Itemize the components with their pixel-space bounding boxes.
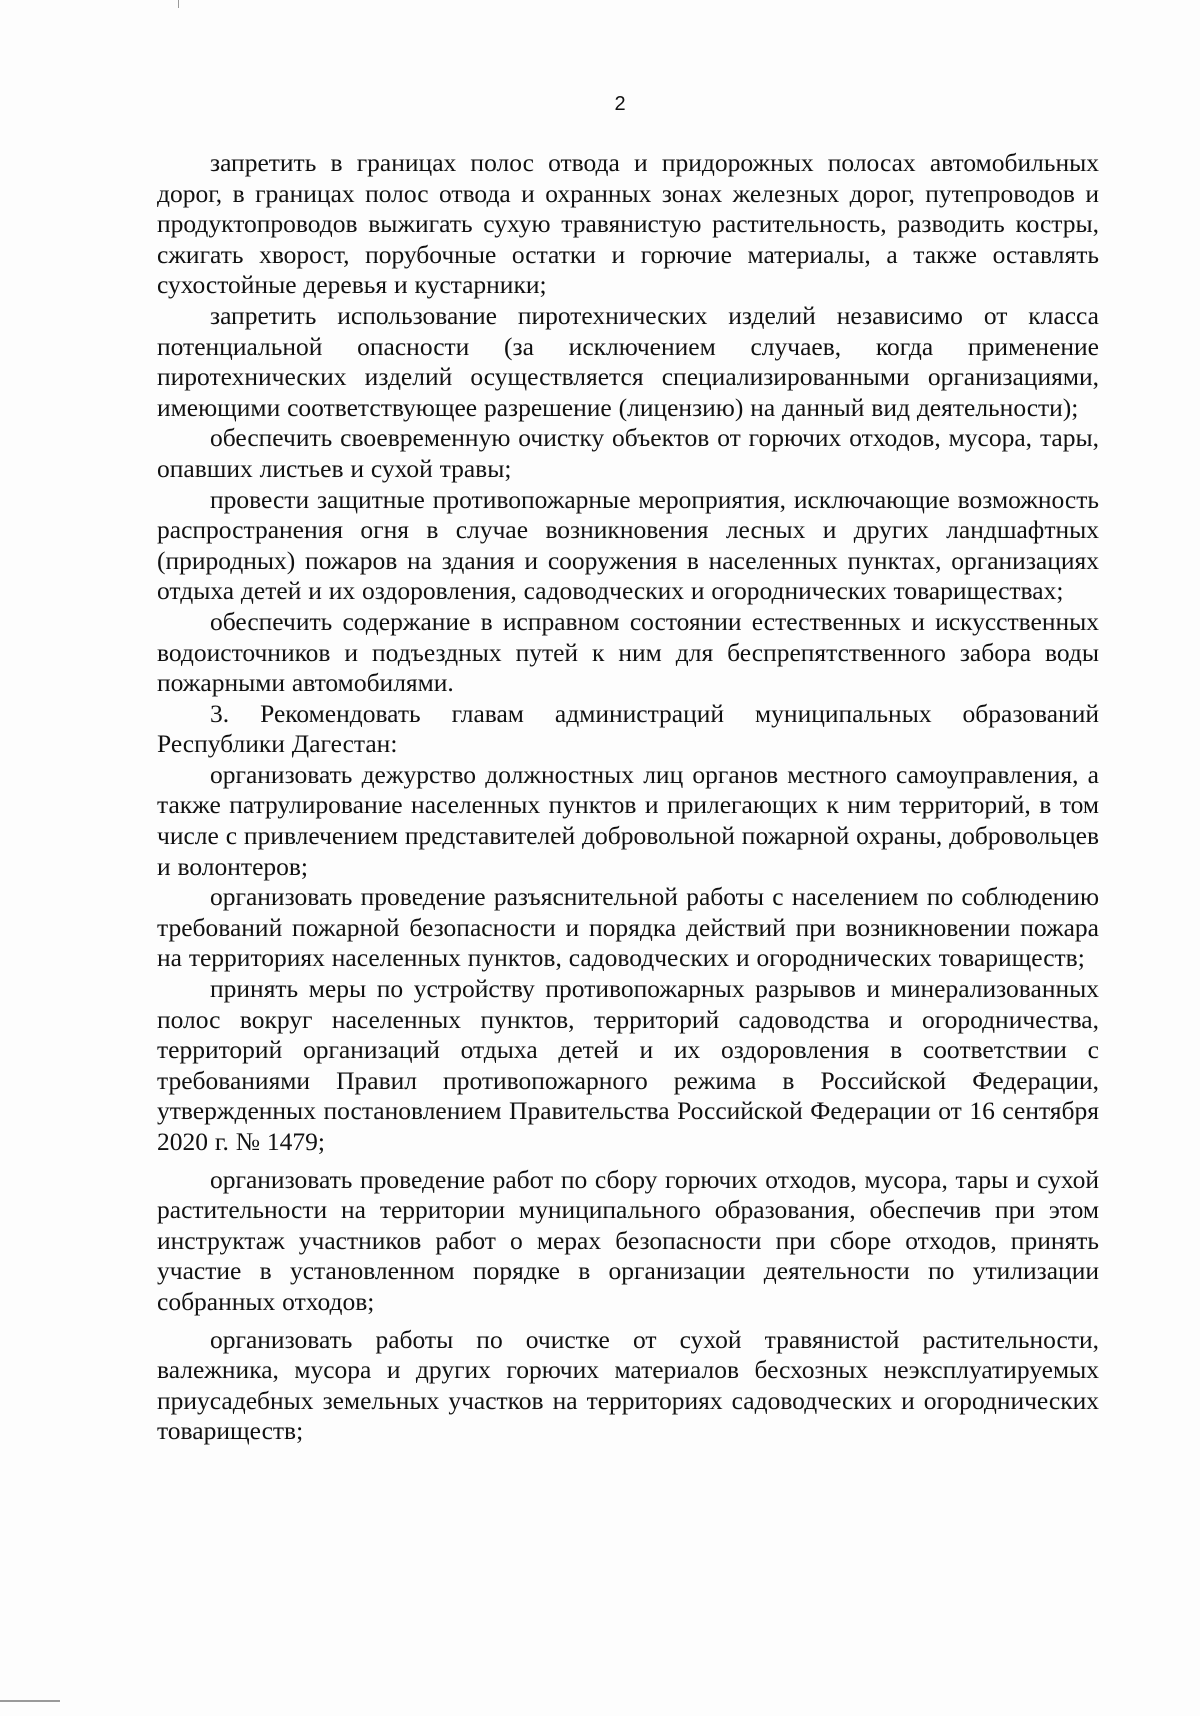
scan-artifact: [178, 0, 179, 8]
paragraph: организовать проведение работ по сбору горючих отходов, мусора, тары и сухой растительности на территории муниципального образования, обеспечив при этом инструктаж участников работ о мерах безопасности при сборе отходов, принять участие в установленном порядке в организации деятельности по утилизации собранных отходов;: [157, 1164, 1099, 1316]
paragraph: 3. Рекомендовать главам администраций муниципальных образований Республики Дагестан:: [157, 698, 1099, 759]
page-number: 2: [614, 93, 626, 115]
paragraph: организовать работы по очистке от сухой травянистой растительности, валежника, мусора и других горючих материалов бесхозных неэксплуатируемых приусадебных земельных участков на территориях садоводческих и огороднических товариществ;: [157, 1324, 1099, 1446]
scan-artifact: [0, 1700, 60, 1702]
paragraph: обеспечить содержание в исправном состоянии естественных и искусственных водоисточников и подъездных путей к ним для беспрепятственного забора воды пожарными автомобилями.: [157, 606, 1099, 698]
paragraph: обеспечить своевременную очистку объектов от горючих отходов, мусора, тары, опавших листьев и сухой травы;: [157, 423, 1099, 483]
document-body: [157, 148, 1099, 1447]
paragraph: запретить использование пиротехнических изделий независимо от класса потенциальной опасности (за исключением случаев, когда применение пиротехнических изделий осуществляется специализированными организациями, имеющими соответствующее разрешение (лицензию) на данный вид деятельности);: [157, 300, 1099, 422]
paragraph: запретить в границах полос отвода и придорожных полосах автомобильных дорог, в границах полос отвода и охранных зонах железных дорог, путепроводов и продуктопроводов выжигать сухую травянистую растительность, разводить костры, сжигать хворост, порубочные остатки и горючие материалы, а также оставлять сухостойные деревья и кустарники;: [157, 148, 1099, 300]
paragraph: организовать дежурство должностных лиц органов местного самоуправления, а также патрулирование населенных пунктов и прилегающих к ним территорий, в том числе с привлечением представителей добровольной пожарной охраны, добровольцев и волонтеров;: [157, 759, 1099, 881]
paragraph: провести защитные противопожарные мероприятия, исключающие возможность распространения огня в случае возникновения лесных и других ландшафтных (природных) пожаров на здания и сооружения в населенных пунктах, организациях отдыха детей и их оздоровления, садоводческих и огороднических товариществах;: [157, 484, 1099, 606]
paragraph: принять меры по устройству противопожарных разрывов и минерализованных полос вокруг населенных пунктов, территорий садоводства и огородничества, территорий организаций отдыха детей и их оздоровления в соответствии с требованиями Правил противопожарного режима в Российской Федерации, утвержденных постановлением Правительства Российской Федерации от 16 сентября 2020 г. № 1479;: [157, 974, 1099, 1156]
paragraph: организовать проведение разъяснительной работы с населением по соблюдению требований пожарной безопасности и порядка действий при возникновении пожара на территориях населенных пунктов, садоводческих и огороднических товариществ;: [157, 882, 1099, 973]
